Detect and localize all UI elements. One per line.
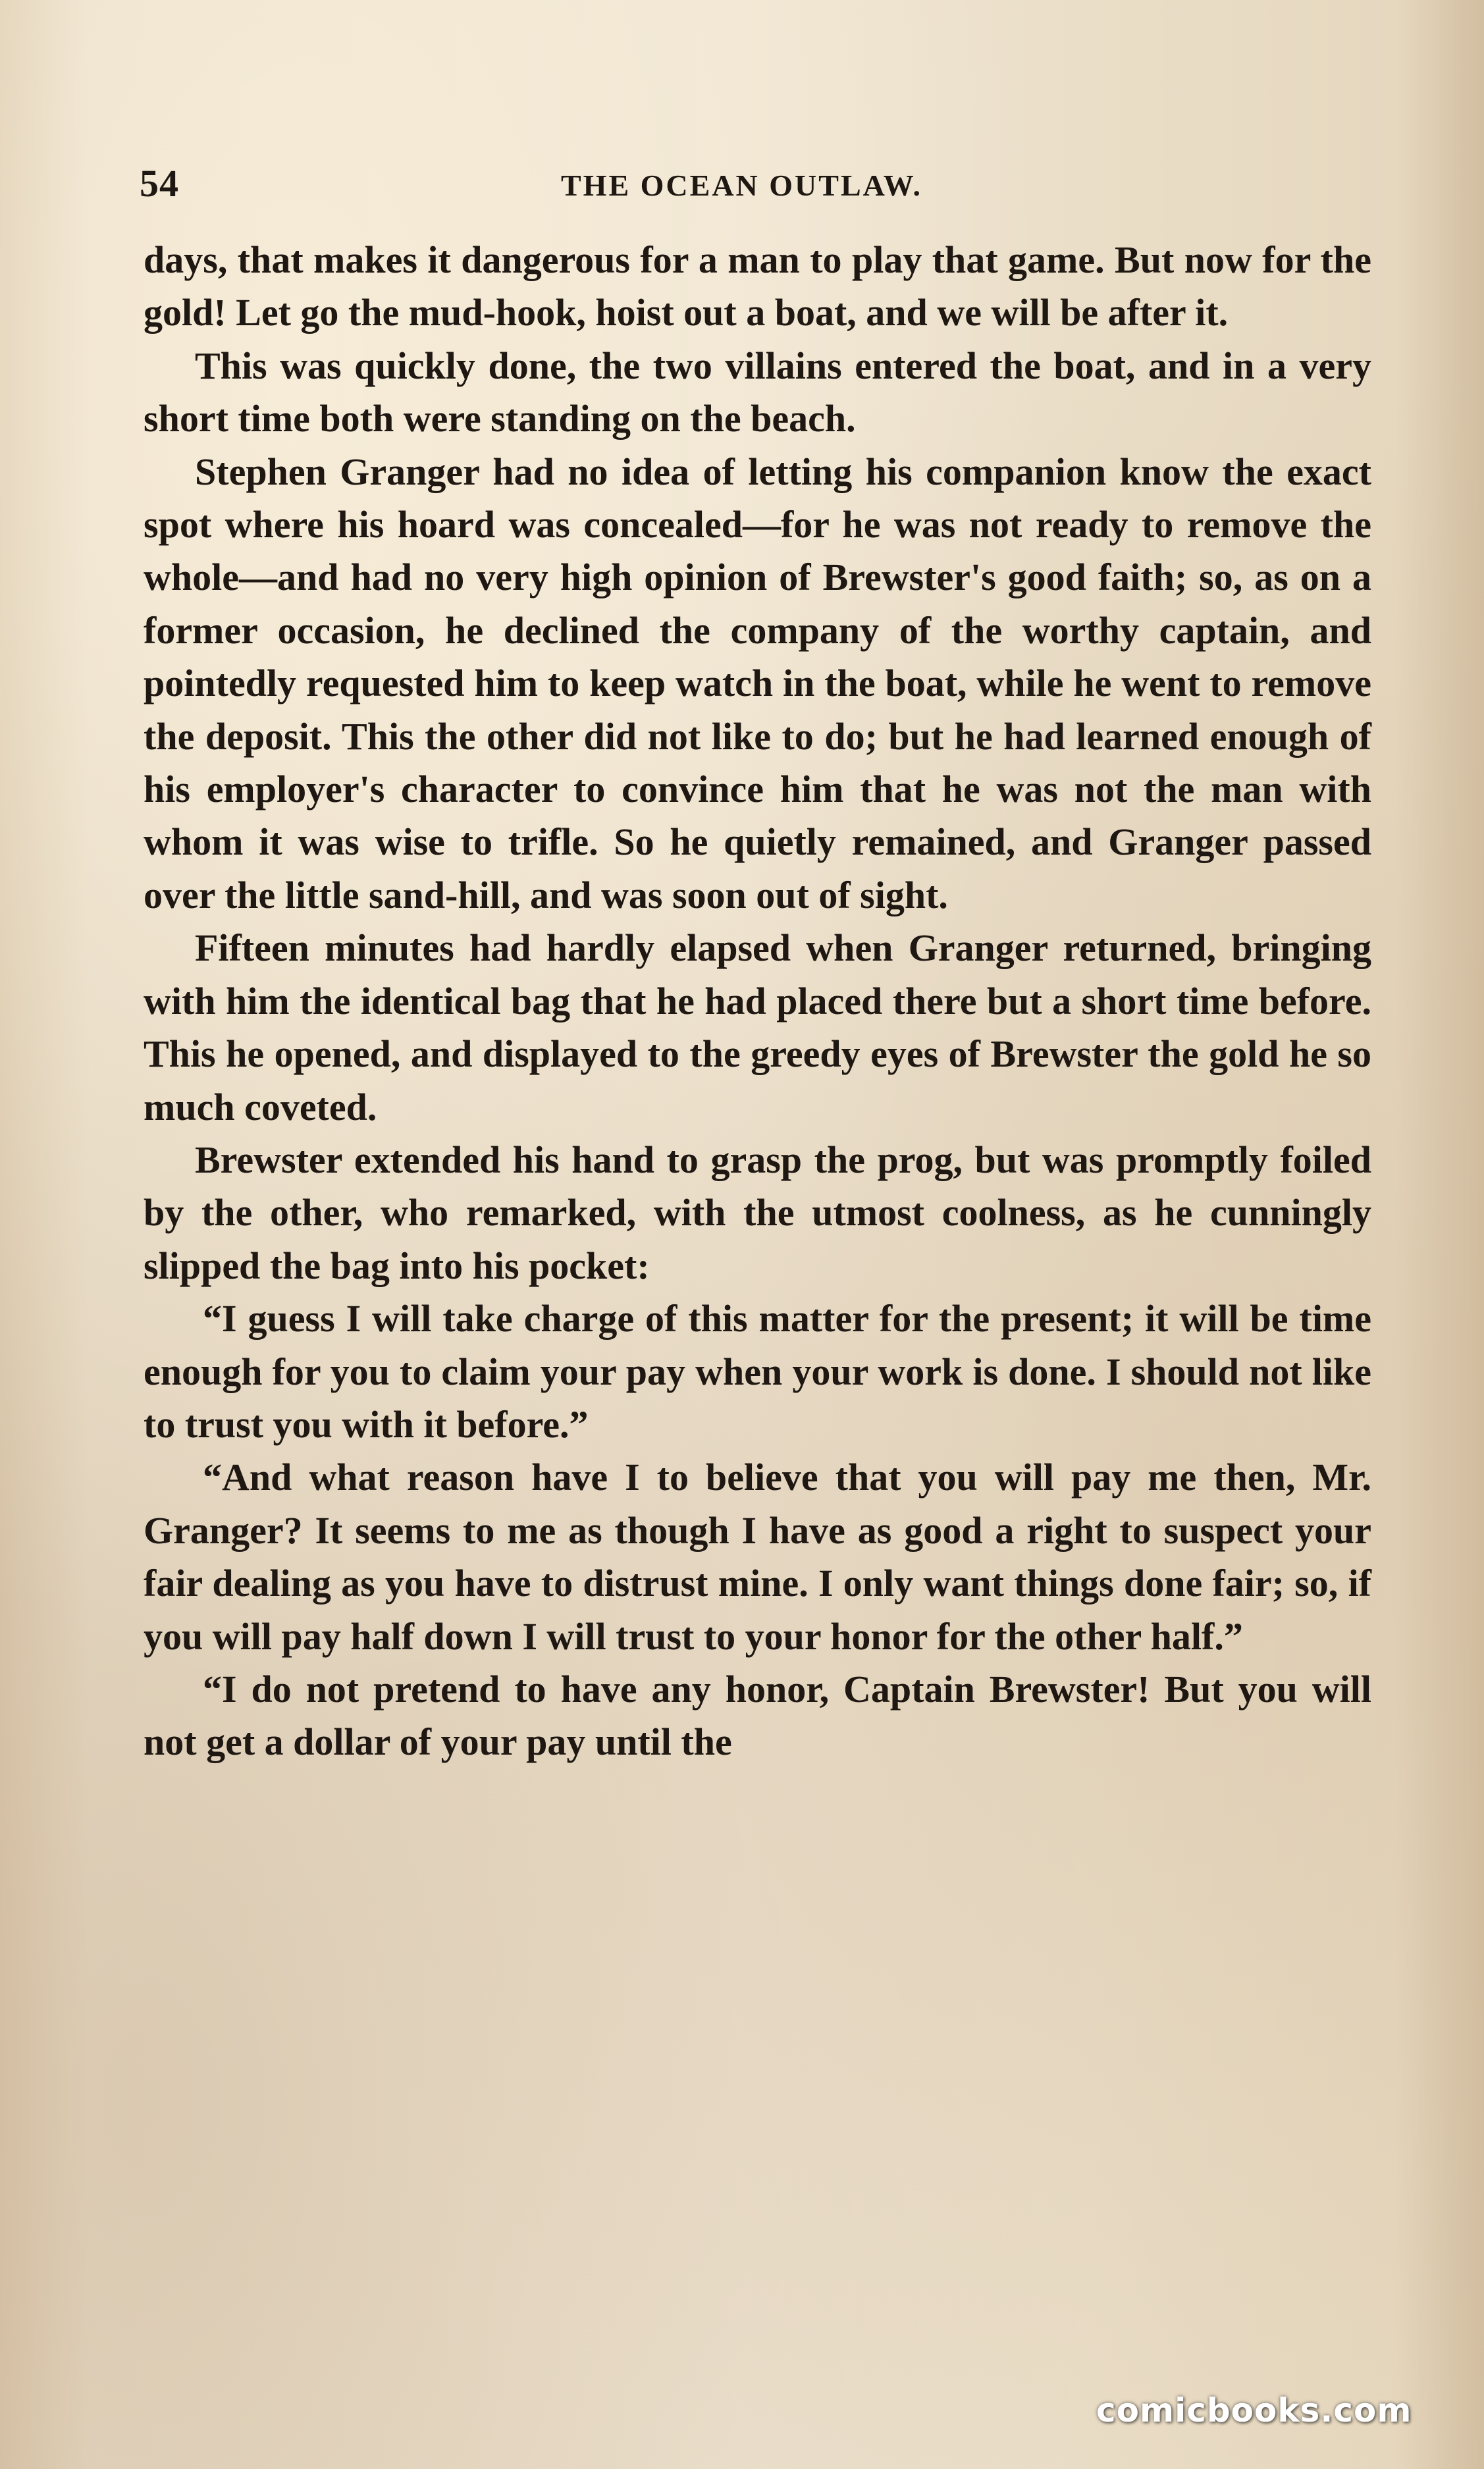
paragraph-continued: days, that makes it dangerous for a man to play that game. But now for the gold! Let go the mud-hook, hoist out a boat, and we will be after it. [144,238,1371,334]
paragraph: This was quickly done, the two villains entered the boat, and in a very short time both were standing on the beach. [144,344,1371,440]
page-header [140,161,1377,207]
page-number: 54 [140,162,179,205]
paragraph: Fifteen minutes had hardly elapsed when Granger returned, bringing with him the identical bag that he had placed there but a short time before. This he opened, and displayed to the greedy eyes of Brewster the gold he so much coveted. [144,926,1371,1128]
body-text [144,234,1371,1769]
paragraph: Brewster extended his hand to grasp the prog, but was promptly foiled by the other, who remarked, with the utmost coolness, as he cunningly slipped the bag into his pocket: [144,1138,1371,1287]
paragraph: Stephen Granger had no idea of letting his companion know the exact spot where his hoard was concealed—for he was not ready to remove the whole—and had no very high opinion of Brewster's good faith; so, as on a former occasion, he declined the company of the worthy captain, and pointedly requested him to keep watch in the boat, while he went to remove the deposit. This the other did not like to do; but he had learned enough of his employer's character to convince him that he was not the man with whom it was wise to trifle. So he quietly remained, and Granger passed over the little sand-hill, and was soon out of sight. [144,450,1371,916]
dialogue-paragraph: “I guess I will take charge of this matter for the present; it will be time enough for you to claim your pay when your work is done. I should not like to trust you with it before.” [144,1297,1371,1446]
running-title: THE OCEAN OUTLAW. [561,169,923,202]
watermark: comicbooks.com [1096,2391,1412,2429]
dialogue-paragraph: “And what reason have I to believe that you will pay me then, Mr. Granger? It seems to me as though I have as good a right to suspect your fair dealing as you have to distrust mine. I only want things done fair; so, if you will pay half down I will trust to your honor for the other half.” [144,1456,1371,1658]
dialogue-paragraph: “I do not pretend to have any honor, Captain Brewster! But you will not get a dollar of your pay until the [144,1667,1371,1764]
